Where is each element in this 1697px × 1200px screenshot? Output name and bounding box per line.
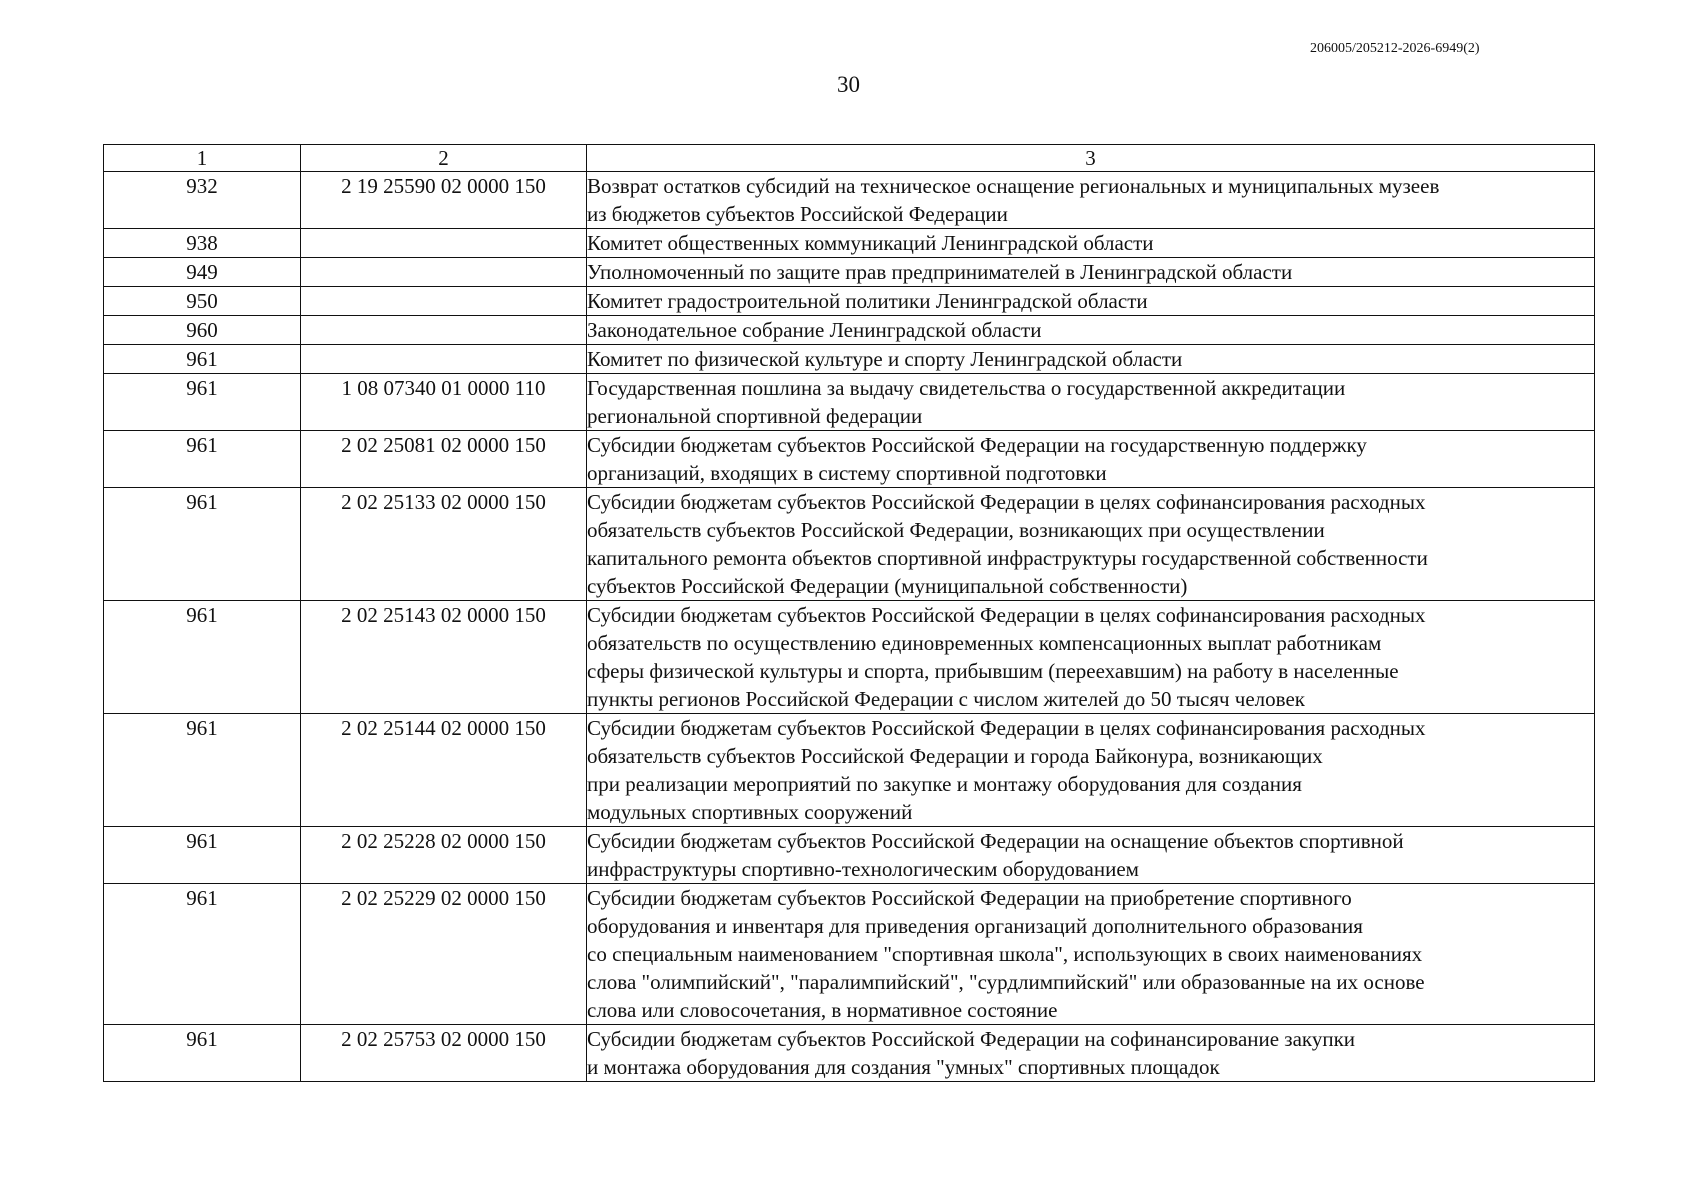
description-line: обязательств субъектов Российской Федерации, возникающих при осуществлении [587,518,1325,542]
revenue-code: 2 19 25590 02 0000 150 [301,172,587,229]
description-line: Государственная пошлина за выдачу свидетельства о государственной аккредитации [587,376,1346,400]
description-line: Субсидии бюджетам субъектов Российской Федерации на софинансирование закупки [587,1027,1356,1051]
revenue-code: 2 02 25144 02 0000 150 [301,714,587,827]
revenue-code: 2 02 25081 02 0000 150 [301,431,587,488]
description-line: слова или словосочетания, в нормативное состояние [587,998,1058,1022]
revenue-code [301,229,587,258]
description-cell [587,488,1595,601]
description-line: капитального ремонта объектов спортивной инфраструктуры государственной собственности [587,546,1428,570]
description-line: оборудования и инвентаря для приведения организаций дополнительного образования [587,914,1363,938]
table-row [104,431,1595,488]
chief-admin-code: 949 [104,258,301,287]
description-cell [587,172,1595,229]
description-cell [587,714,1595,827]
column-header-1: 1 [104,145,301,172]
table-row [104,172,1595,229]
table-row [104,316,1595,345]
description-cell [587,316,1595,345]
document-id: 206005/205212-2026-6949(2) [1310,41,1480,56]
chief-admin-code: 961 [104,431,301,488]
description-line: Субсидии бюджетам субъектов Российской Федерации в целях софинансирования расходных [587,490,1426,514]
description-line: слова "олимпийский", "паралимпийский", "сурдлимпийский" или образованные на их основе [587,970,1425,994]
page-number: 30 [837,72,860,97]
chief-admin-code: 961 [104,827,301,884]
description-cell [587,374,1595,431]
description-line: Законодательное собрание Ленинградской области [587,318,1042,342]
table-row [104,374,1595,431]
revenue-code: 2 02 25228 02 0000 150 [301,827,587,884]
chief-admin-code: 938 [104,229,301,258]
description-line: инфраструктуры спортивно-технологическим оборудованием [587,857,1139,881]
table-row [104,258,1595,287]
description-line: обязательств субъектов Российской Федерации и города Байконура, возникающих [587,744,1323,768]
table-row [104,345,1595,374]
description-cell [587,1025,1595,1082]
chief-admin-code: 961 [104,601,301,714]
description-line: Субсидии бюджетам субъектов Российской Федерации на приобретение спортивного [587,886,1352,910]
table-row [104,714,1595,827]
description-line: Комитет общественных коммуникаций Ленинградской области [587,231,1154,255]
table-header [104,145,1595,172]
description-cell [587,258,1595,287]
revenue-code: 1 08 07340 01 0000 110 [301,374,587,431]
description-line: со специальным наименованием "спортивная школа", использующих в своих наименованиях [587,942,1423,966]
revenue-code: 2 02 25753 02 0000 150 [301,1025,587,1082]
revenue-code [301,287,587,316]
column-header-3: 3 [587,145,1595,172]
description-cell [587,229,1595,258]
description-line: Субсидии бюджетам субъектов Российской Федерации в целях софинансирования расходных [587,716,1426,740]
description-line: Уполномоченный по защите прав предпринимателей в Ленинградской области [587,260,1293,284]
description-line: модульных спортивных сооружений [587,800,913,824]
description-line: пункты регионов Российской Федерации с числом жителей до 50 тысяч человек [587,687,1305,711]
description-line: при реализации мероприятий по закупке и монтажу оборудования для создания [587,772,1302,796]
chief-admin-code: 960 [104,316,301,345]
chief-admin-code: 961 [104,345,301,374]
description-cell [587,431,1595,488]
table-row [104,488,1595,601]
description-line: региональной спортивной федерации [587,404,923,428]
table-row [104,601,1595,714]
description-cell [587,601,1595,714]
description-line: Комитет градостроительной политики Ленинградской области [587,289,1148,313]
chief-admin-code: 961 [104,374,301,431]
description-line: субъектов Российской Федерации (муниципальной собственности) [587,574,1188,598]
description-line: организаций, входящих в систему спортивной подготовки [587,461,1107,485]
table-row [104,1025,1595,1082]
revenue-code: 2 02 25143 02 0000 150 [301,601,587,714]
description-cell [587,884,1595,1025]
table-row [104,827,1595,884]
description-line: Комитет по физической культуре и спорту Ленинградской области [587,347,1183,371]
chief-admin-code: 961 [104,884,301,1025]
revenue-code [301,316,587,345]
chief-admin-code: 961 [104,714,301,827]
chief-admin-code: 961 [104,488,301,601]
table-body [104,172,1595,1082]
table-row [104,884,1595,1025]
description-cell [587,287,1595,316]
revenue-code [301,258,587,287]
description-line: обязательств по осуществлению единовременных компенсационных выплат работникам [587,631,1382,655]
description-line: и монтажа оборудования для создания "умных" спортивных площадок [587,1055,1220,1079]
chief-admin-code: 950 [104,287,301,316]
revenue-code: 2 02 25229 02 0000 150 [301,884,587,1025]
description-line: из бюджетов субъектов Российской Федерации [587,202,1008,226]
revenue-code [301,345,587,374]
description-line: Субсидии бюджетам субъектов Российской Федерации на государственную поддержку [587,433,1367,457]
description-line: Субсидии бюджетам субъектов Российской Федерации в целях софинансирования расходных [587,603,1426,627]
column-header-2: 2 [301,145,587,172]
description-cell [587,345,1595,374]
description-line: Субсидии бюджетам субъектов Российской Федерации на оснащение объектов спортивной [587,829,1404,853]
chief-admin-code: 961 [104,1025,301,1082]
classification-table [103,144,1595,1082]
revenue-code: 2 02 25133 02 0000 150 [301,488,587,601]
description-cell [587,827,1595,884]
chief-admin-code: 932 [104,172,301,229]
table-row [104,287,1595,316]
table-row [104,229,1595,258]
header-row [104,145,1595,172]
description-line: сферы физической культуры и спорта, прибывшим (переехавшим) на работу в населенные [587,659,1399,683]
description-line: Возврат остатков субсидий на техническое оснащение региональных и муниципальных музеев [587,174,1440,198]
